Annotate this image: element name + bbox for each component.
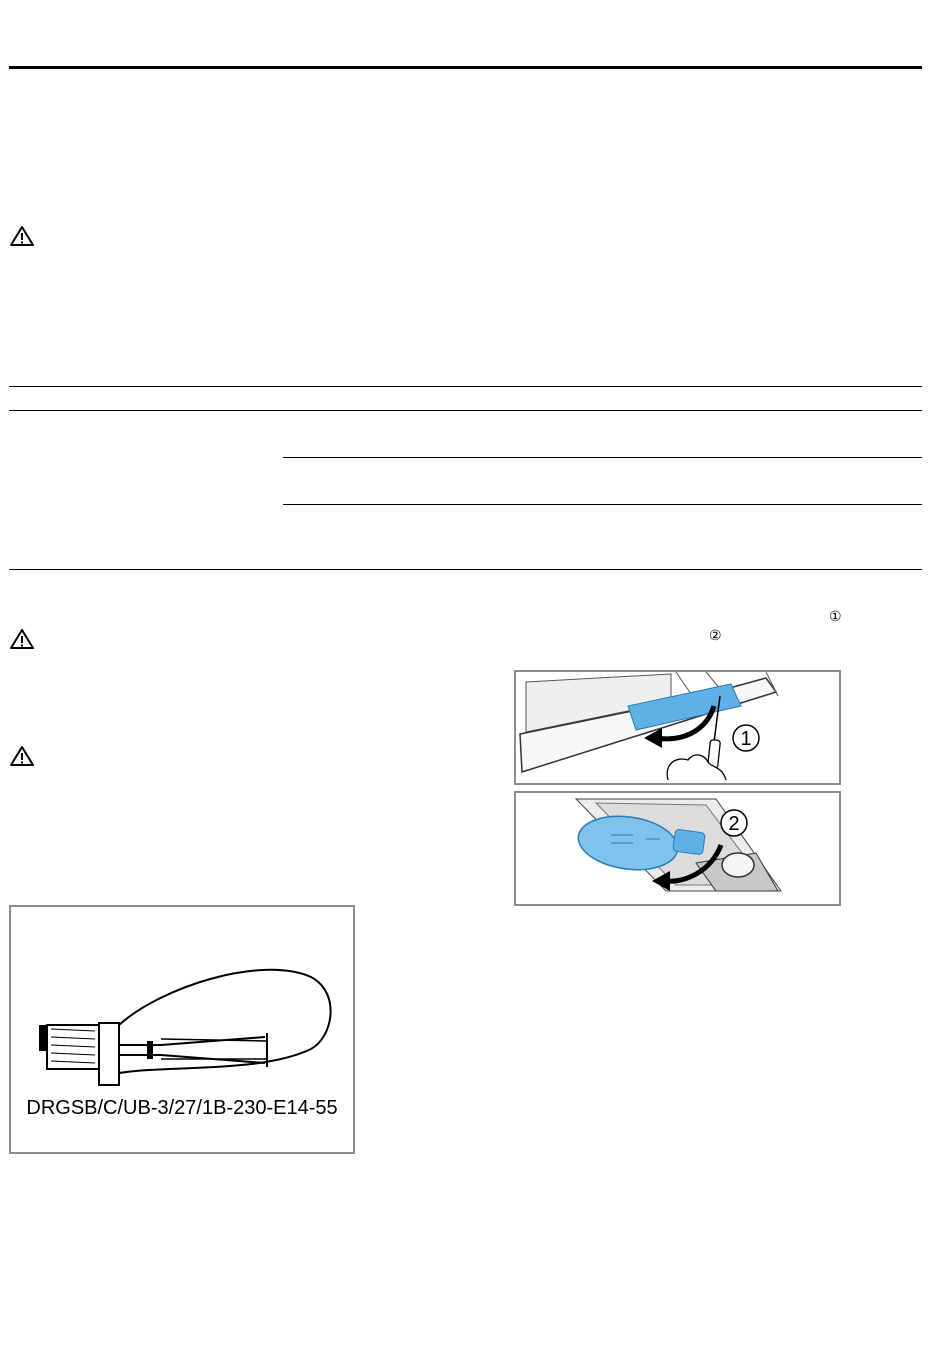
- step-1-marker: ①: [829, 608, 842, 624]
- step-2-marker: ②: [709, 627, 722, 643]
- table-row-rule-2: [283, 504, 922, 505]
- step-1-label: 1: [740, 728, 752, 750]
- table-bottom-rule: [9, 569, 922, 570]
- step-2-label: 2: [728, 813, 740, 835]
- table-header-rule: [9, 410, 922, 411]
- warning-triangle-icon: [9, 225, 35, 247]
- candle-bulb-icon: [11, 947, 353, 1107]
- cover-removal-illustration: [516, 672, 839, 783]
- warning-triangle-icon: [9, 628, 35, 650]
- page-top-rule: [9, 66, 922, 69]
- bulb-base: [673, 829, 706, 855]
- bulb-removal-illustration: [516, 793, 839, 904]
- figure-step-1-remove-cover: [514, 670, 841, 785]
- table-row-rule-1: [283, 457, 922, 458]
- warning-triangle-icon: [9, 745, 35, 767]
- table-top-rule: [9, 386, 922, 387]
- figure-bulb-specification: [9, 905, 355, 1154]
- figure-step-2-unscrew-bulb: [514, 791, 841, 906]
- bulb-spec-caption: DRGSB/C/UB-3/27/1B-230-E14-55: [26, 1097, 338, 1119]
